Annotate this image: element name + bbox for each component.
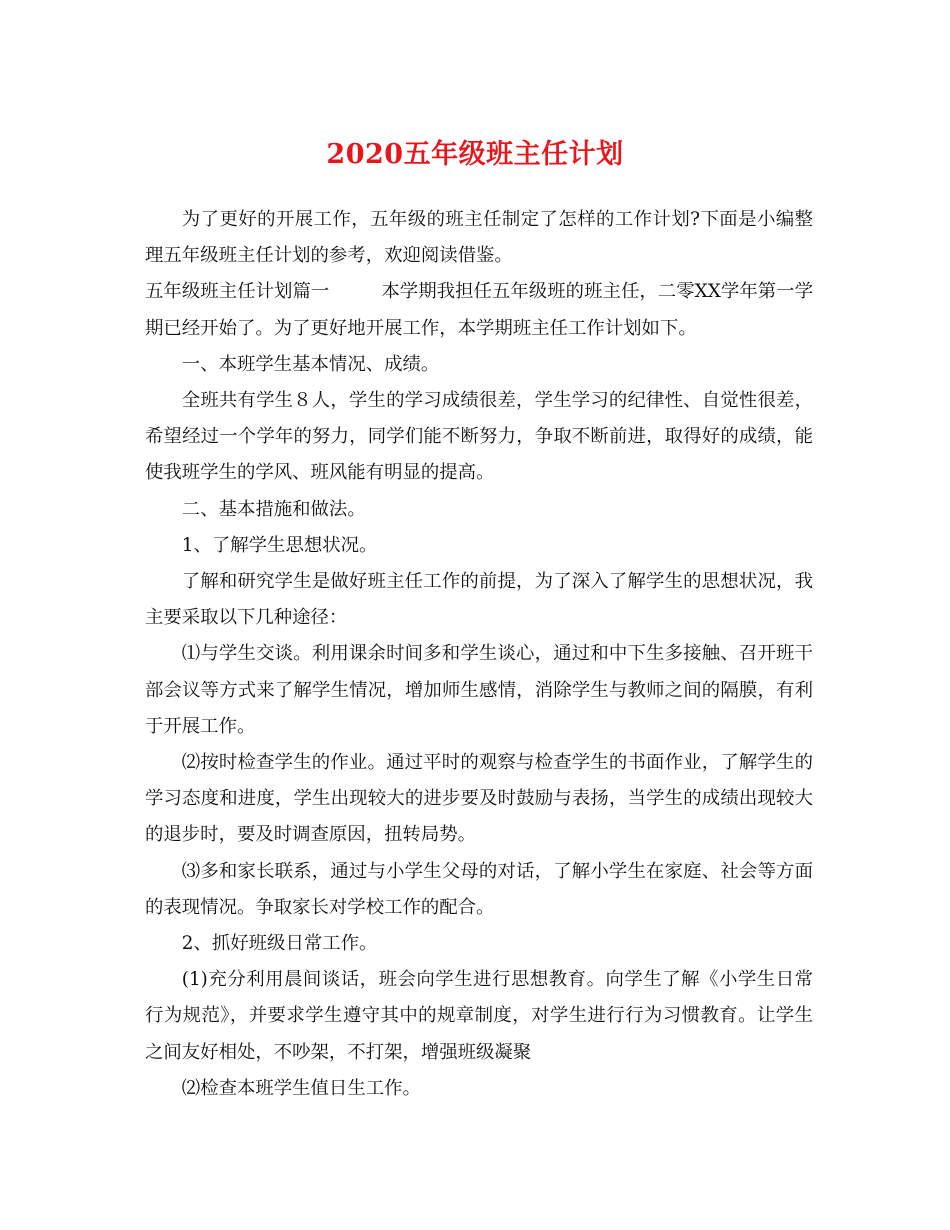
list-item-parents: ⑶多和家长联系，通过与小学生父母的对话，了解小学生在家庭、社会等方面的表现情况。争取家长对学校工作的配合。 [145, 860, 813, 918]
paragraph-plan-one [145, 274, 813, 346]
paragraph-plan-one-text: 本学期我担任五年级班的班主任，二零XX学年第一学期已经开始了。为了更好地开展工作，本学期班主任工作计划如下。 [145, 281, 813, 339]
heading-measures: 二、基本措施和做法。 [181, 498, 366, 520]
document-body [145, 202, 813, 1107]
list-item-talk: ⑴与学生交谈。利用课余时间多和学生谈心，通过和中下生多接触、召开班干部会议等方式来了解学生情况，增加师生感情，消除学生与教师之间的隔膜，有利于开展工作。 [145, 643, 813, 737]
paragraph-class-situation: 全班共有学生８人，学生的学习成绩很差，学生学习的纪律性、自觉性很差，希望经过一个学年的努力，同学们能不断努力，争取不断前进，取得好的成绩，能使我班学生的学风、班风能有明显的提高。 [145, 390, 813, 484]
list-item-morning-talk: (1)充分利用晨间谈话，班会向学生进行思想教育。向学生了解《小学生日常行为规范》，并要求学生遵守其中的规章制度，对学生进行行为习惯教育。让学生之间友好相处，不吵架，不打架，增强班级凝聚 [145, 969, 813, 1063]
list-item-duty-check: ⑵检查本班学生值日生工作。 [181, 1077, 421, 1099]
paragraph-intro: 为了更好的开展工作，五年级的班主任制定了怎样的工作计划?下面是小编整理五年级班主任计划的参考，欢迎阅读借鉴。 [145, 209, 813, 267]
subheading-understand-students: 1、了解学生思想状况。 [181, 534, 378, 556]
section-lead-label: 五年级班主任计划篇一 [145, 281, 330, 303]
list-item-homework: ⑵按时检查学生的作业。通过平时的观察与检查学生的书面作业，了解学生的学习态度和进度，学生出现较大的进步要及时鼓励与表扬，当学生的成绩出现较大的退步时，要及时调查原因，扭转局势。 [145, 752, 813, 846]
page-title: 2020五年级班主任计划 [326, 139, 624, 170]
heading-class-situation: 一、本班学生基本情况、成绩。 [181, 353, 440, 375]
paragraph-understand-students: 了解和研究学生是做好班主任工作的前提，为了深入了解学生的思想状况，我主要采取以下几种途径： [145, 571, 813, 629]
subheading-daily-work: 2、抓好班级日常工作。 [181, 933, 378, 955]
